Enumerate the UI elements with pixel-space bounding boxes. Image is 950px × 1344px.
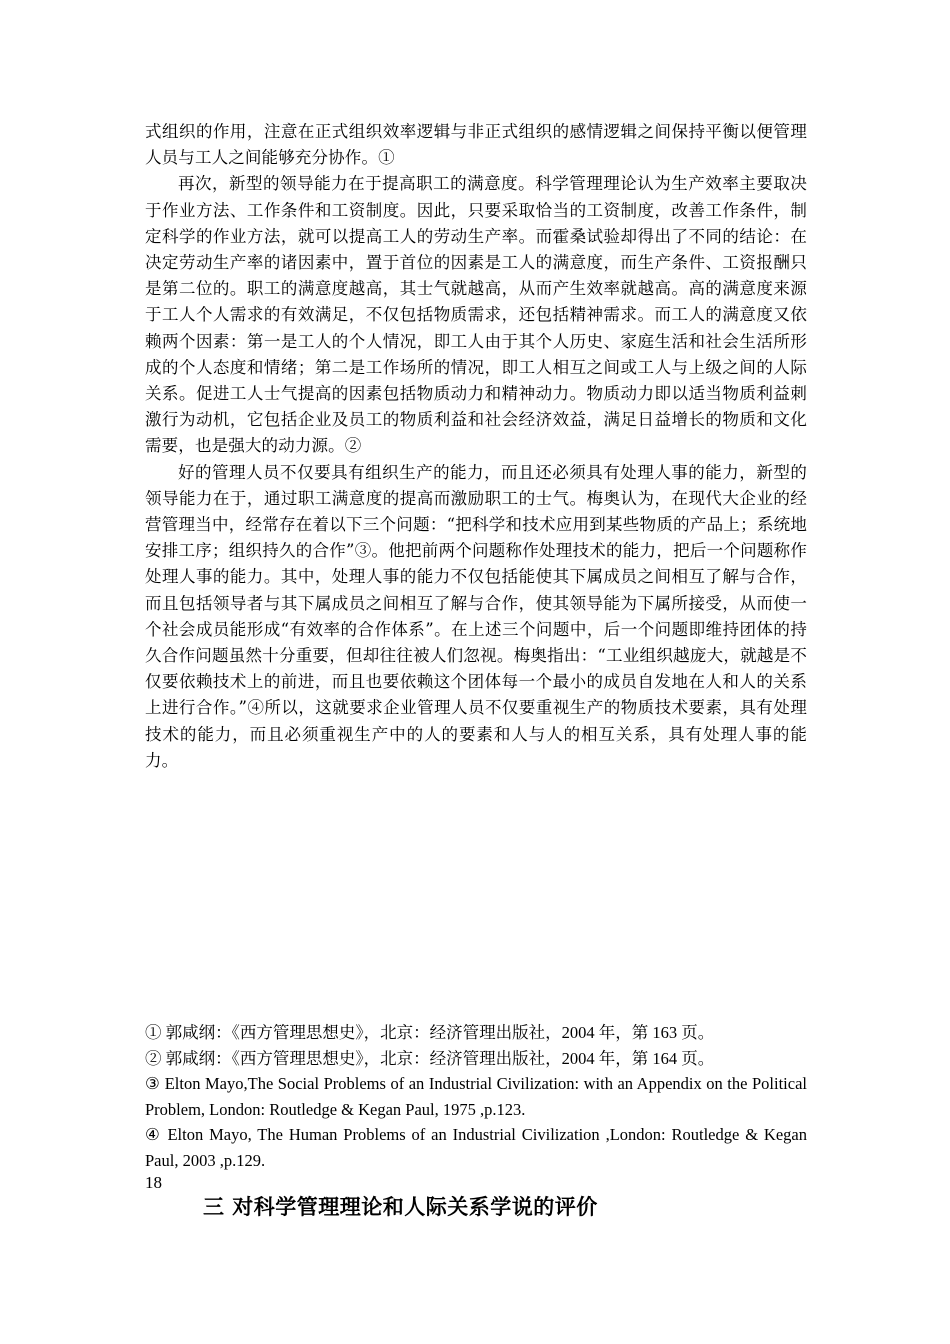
- footnote-1: ① 郭咸纲：《西方管理思想史》，北京：经济管理出版社，2004 年，第 163 页。: [145, 1023, 715, 1042]
- footnote-4: ④ Elton Mayo, The Human Problems of an Industrial Civilization ,London: Routledge & Kegan Paul, 2003 ,p.129.: [145, 1125, 807, 1170]
- page-number: 18: [145, 1173, 162, 1192]
- footnotes: [145, 1020, 807, 1174]
- paragraph-satisfaction: 再次，新型的领导能力在于提高职工的满意度。科学管理理论认为生产效率主要取决于作业方法、工作条件和工资制度。因此，只要采取恰当的工资制度，改善工作条件，制定科学的作业方法，就可以提高工人的劳动生产率。而霍桑试验却得出了不同的结论：在决定劳动生产率的诸因素中，置于首位的因素是工人的满意度，而生产条件、工资报酬只是第二位的。职工的满意度越高，其士气就越高，从而产生效率就越高。高的满意度来源于工人个人需求的有效满足，不仅包括物质需求，还包括精神需求。而工人的满意度又依赖两个因素：第一是工人的个人情况，即工人由于其个人历史、家庭生活和社会生活所形成的个人态度和情绪；第二是工作场所的情况，即工人相互之间或工人与上级之间的人际关系。促进工人士气提高的因素包括物质动力和精神动力。物质动力即以适当物质利益刺激行为动机，它包括企业及员工的物质利益和社会经济效益，满足日益增长的物质和文化需要，也是强大的动力源。②: [145, 174, 807, 456]
- footnote-3: ③ Elton Mayo,The Social Problems of an Industrial Civilization: with an Appendix on the Political Problem, London: Routledge & Kegan Paul, 1975 ,p.123.: [145, 1074, 807, 1119]
- section-heading: 三 对科学管理理论和人际关系学说的评价: [203, 1194, 598, 1219]
- paragraph-continuation: 式组织的作用，注意在正式组织效率逻辑与非正式组织的感情逻辑之间保持平衡以便管理人员与工人之间能够充分协作。①: [145, 122, 807, 168]
- paragraph-leadership: 好的管理人员不仅要具有组织生产的能力，而且还必须具有处理人事的能力，新型的领导能力在于，通过职工满意度的提高而激励职工的士气。梅奥认为，在现代大企业的经营管理当中，经常存在着以下三个问题：“把科学和技术应用到某些物质的产品上；系统地安排工序；组织持久的合作”③。他把前两个问题称作处理技术的能力，把后一个问题称作处理人事的能力。其中，处理人事的能力不仅包括能使其下属成员之间相互了解与合作，而且包括领导者与其下属成员之间相互了解与合作，使其领导能为下属所接受，从而使一个社会成员能形成“有效率的合作体系”。在上述三个问题中，后一个问题即维持团体的持久合作问题虽然十分重要，但却往往被人们忽视。梅奥指出：“工业组织越庞大，就越是不仅要依赖技术上的前进，而且也要依赖这个团体每一个最小的成员自发地在人和人的关系上进行合作。”④所以，这就要求企业管理人员不仅要重视生产的物质技术要素，具有处理技术的能力，而且必须重视生产中的人的要素和人与人的相互关系，具有处理人事的能力。: [145, 462, 807, 770]
- body-text: [145, 119, 807, 774]
- footnote-2: ② 郭咸纲：《西方管理思想史》，北京：经济管理出版社，2004 年，第 164 页。: [145, 1048, 715, 1068]
